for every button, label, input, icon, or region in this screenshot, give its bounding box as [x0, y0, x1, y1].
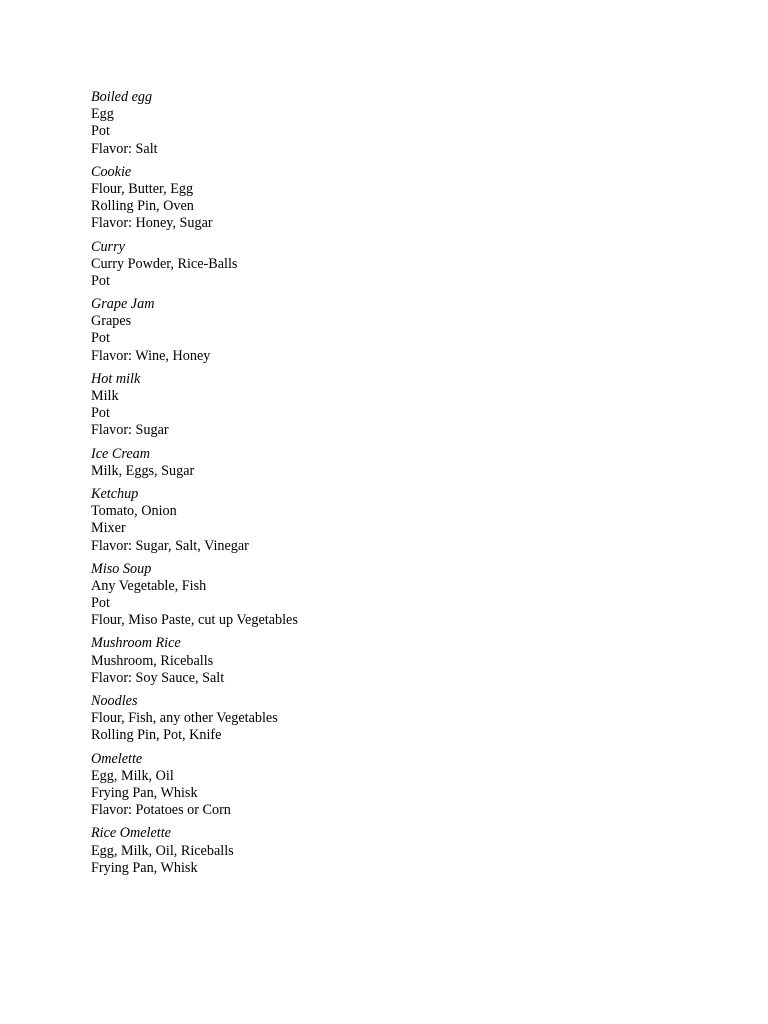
recipe-line: Flavor: Potatoes or Corn	[91, 802, 231, 819]
recipe-line: Frying Pan, Whisk	[91, 784, 198, 801]
recipe-line: Curry Powder, Rice-Balls	[91, 255, 238, 272]
recipe-title: Miso Soup	[91, 560, 152, 577]
recipe-entry	[91, 371, 691, 440]
recipe-line: Mushroom, Riceballs	[91, 652, 214, 669]
recipe-line: Pot	[91, 595, 110, 612]
recipe-line: Flavor: Salt	[91, 140, 158, 157]
recipe-line: Pot	[91, 123, 110, 140]
recipe-line: Tomato, Onion	[91, 503, 177, 520]
recipe-entry	[91, 446, 691, 480]
recipe-title: Rice Omelette	[91, 825, 171, 842]
recipe-line: Frying Pan, Whisk	[91, 859, 198, 876]
recipe-entry	[91, 693, 691, 745]
recipe-entry	[91, 164, 691, 233]
recipe-line: Egg, Milk, Oil	[91, 767, 174, 784]
recipe-entry	[91, 751, 691, 820]
recipe-entry	[91, 296, 691, 365]
recipe-line: Egg, Milk, Oil, Riceballs	[91, 842, 234, 859]
recipe-title: Boiled egg	[91, 89, 153, 105]
recipe-title: Cookie	[91, 163, 132, 180]
recipe-document	[91, 89, 691, 883]
recipe-title: Ice Cream	[91, 445, 150, 462]
recipe-line: Flavor: Soy Sauce, Salt	[91, 669, 225, 686]
recipe-line: Pot	[91, 272, 110, 289]
recipe-entry	[91, 635, 691, 687]
recipe-line: Milk, Eggs, Sugar	[91, 462, 195, 479]
recipe-line: Flavor: Honey, Sugar	[91, 215, 213, 232]
recipe-line: Mixer	[91, 520, 126, 537]
recipe-title: Hot milk	[91, 370, 141, 387]
recipe-line: Rolling Pin, Oven	[91, 198, 194, 215]
recipe-entry	[91, 486, 691, 555]
recipe-entry	[91, 89, 691, 158]
recipe-line: Pot	[91, 330, 110, 347]
recipe-line: Grapes	[91, 313, 132, 330]
recipe-line: Flour, Miso Paste, cut up Vegetables	[91, 612, 298, 629]
recipe-line: Flavor: Wine, Honey	[91, 347, 211, 364]
recipe-title: Omelette	[91, 750, 143, 767]
recipe-line: Egg	[91, 106, 114, 123]
recipe-entry	[91, 825, 691, 877]
recipe-line: Flavor: Sugar, Salt, Vinegar	[91, 537, 249, 554]
recipe-line: Flavor: Sugar	[91, 422, 169, 439]
recipe-line: Rolling Pin, Pot, Knife	[91, 727, 222, 744]
recipe-line: Milk	[91, 388, 119, 404]
recipe-title: Mushroom Rice	[91, 635, 181, 652]
recipe-line: Any Vegetable, Fish	[91, 577, 207, 594]
recipe-line: Flour, Fish, any other Vegetables	[91, 710, 278, 727]
recipe-entry	[91, 239, 691, 291]
recipe-title: Curry	[91, 238, 125, 255]
recipe-title: Grape Jam	[91, 296, 155, 313]
recipe-line: Flour, Butter, Egg	[91, 180, 194, 197]
recipe-title: Noodles	[91, 693, 138, 709]
recipe-line: Pot	[91, 405, 110, 422]
recipe-entry	[91, 561, 691, 630]
recipe-title: Ketchup	[91, 485, 139, 502]
